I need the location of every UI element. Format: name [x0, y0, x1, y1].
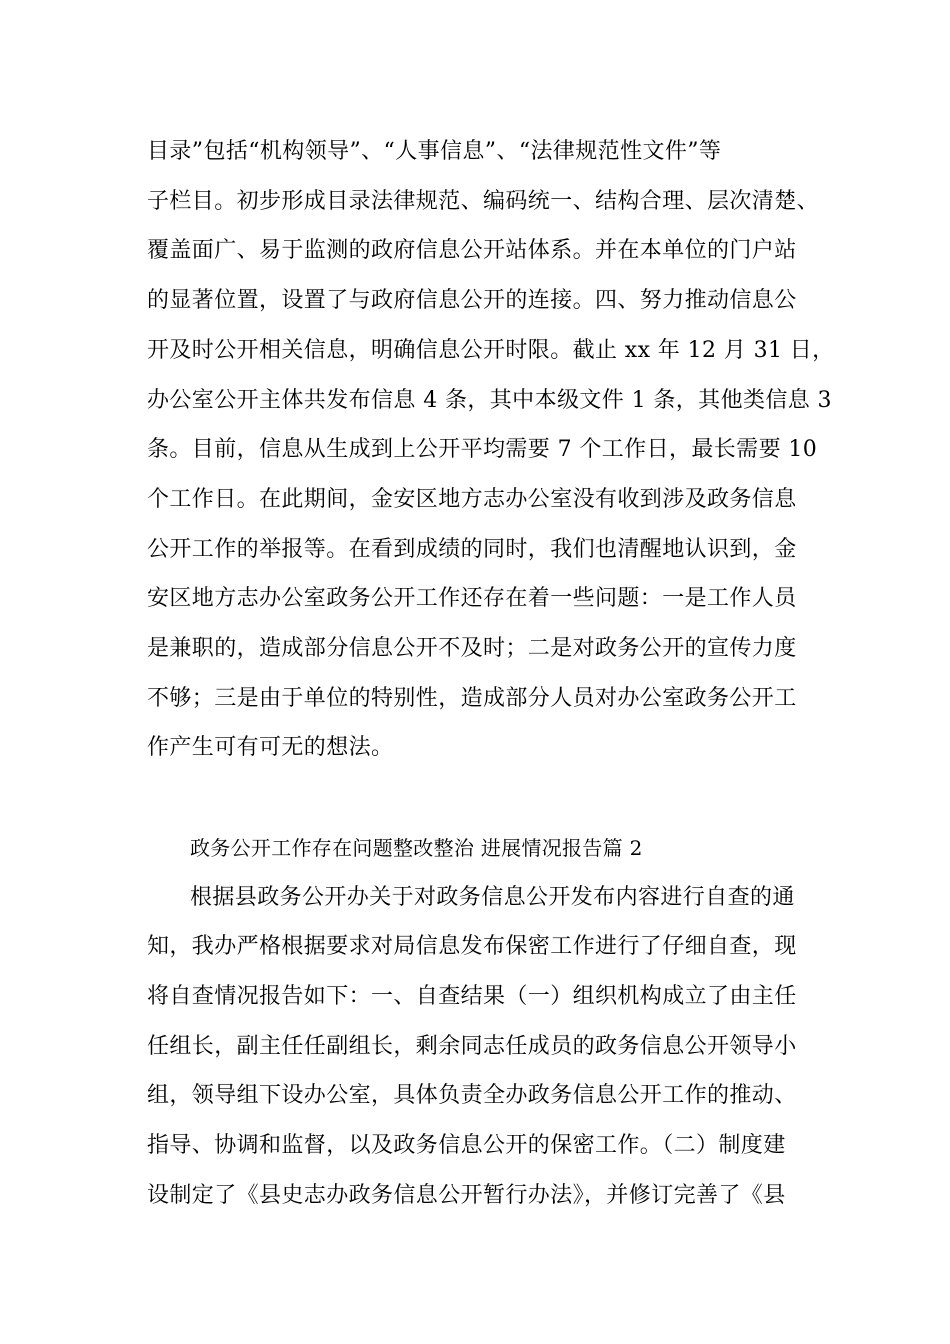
paragraph1-line: 不够；三是由于单位的特别性，造成部分人员对办公室政务公开工: [147, 686, 797, 711]
paragraph1-line: 的显著位置，设置了与政府信息公开的连接。四、努力推动信息公: [147, 288, 797, 313]
paragraph1-line: 公开工作的举报等。在看到成绩的同时，我们也清醒地认识到，金: [147, 537, 797, 562]
paragraph2-line: 根据县政务公开办关于对政务信息公开发布内容进行自查的通: [190, 885, 795, 910]
paragraph1-line: 条。目前，信息从生成到上公开平均需要 7 个工作日，最长需要 10: [147, 437, 818, 462]
paragraph1-line: 覆盖面广、易于监测的政府信息公开站体系。并在本单位的门户站: [147, 238, 797, 263]
paragraph2-line: 知，我办严格根据要求对局信息发布保密工作进行了仔细自查，现: [147, 934, 797, 959]
paragraph1-line: 办公室公开主体共发布信息 4 条，其中本级文件 1 条，其他类信息 3: [147, 388, 832, 413]
paragraph1-line: 子栏目。初步形成目录法律规范、编码统一、结构合理、层次清楚、: [147, 189, 820, 214]
paragraph2-line: 任组长，副主任任副组长，剩余同志任成员的政务信息公开领导小: [147, 1034, 797, 1059]
paragraph2-line: 设制定了《县史志办政务信息公开暂行办法》，并修订完善了《县: [147, 1183, 786, 1208]
paragraph1-line: 是兼职的，造成部分信息公开不及时；二是对政务公开的宣传力度: [147, 636, 797, 661]
paragraph1-line: 安区地方志办公室政务公开工作还存在着一些问题：一是工作人员: [147, 586, 797, 611]
section-heading: 政务公开工作存在问题整改整治 进展情况报告篇 2: [190, 836, 643, 860]
paragraph1-line: 开及时公开相关信息，明确信息公开时限。截止 xx 年 12 月 31 日，: [147, 338, 835, 363]
paragraph1-line: 个工作日。在此期间，金安区地方志办公室没有收到涉及政务信息: [147, 487, 797, 512]
paragraph1-line: 作产生可有可无的想法。: [147, 735, 394, 760]
paragraph2-line: 指导、协调和监督，以及政务信息公开的保密工作。（二）制度建: [147, 1133, 786, 1158]
paragraph1-line: 目录”包括“机构领导”、“人事信息”、“法律规范性文件”等: [147, 139, 722, 164]
paragraph2-line: 组，领导组下设办公室，具体负责全办政务信息公开工作的推动、: [147, 1083, 797, 1108]
paragraph2-line: 将自查情况报告如下：一、自查结果（一）组织机构成立了由主任: [147, 984, 797, 1009]
